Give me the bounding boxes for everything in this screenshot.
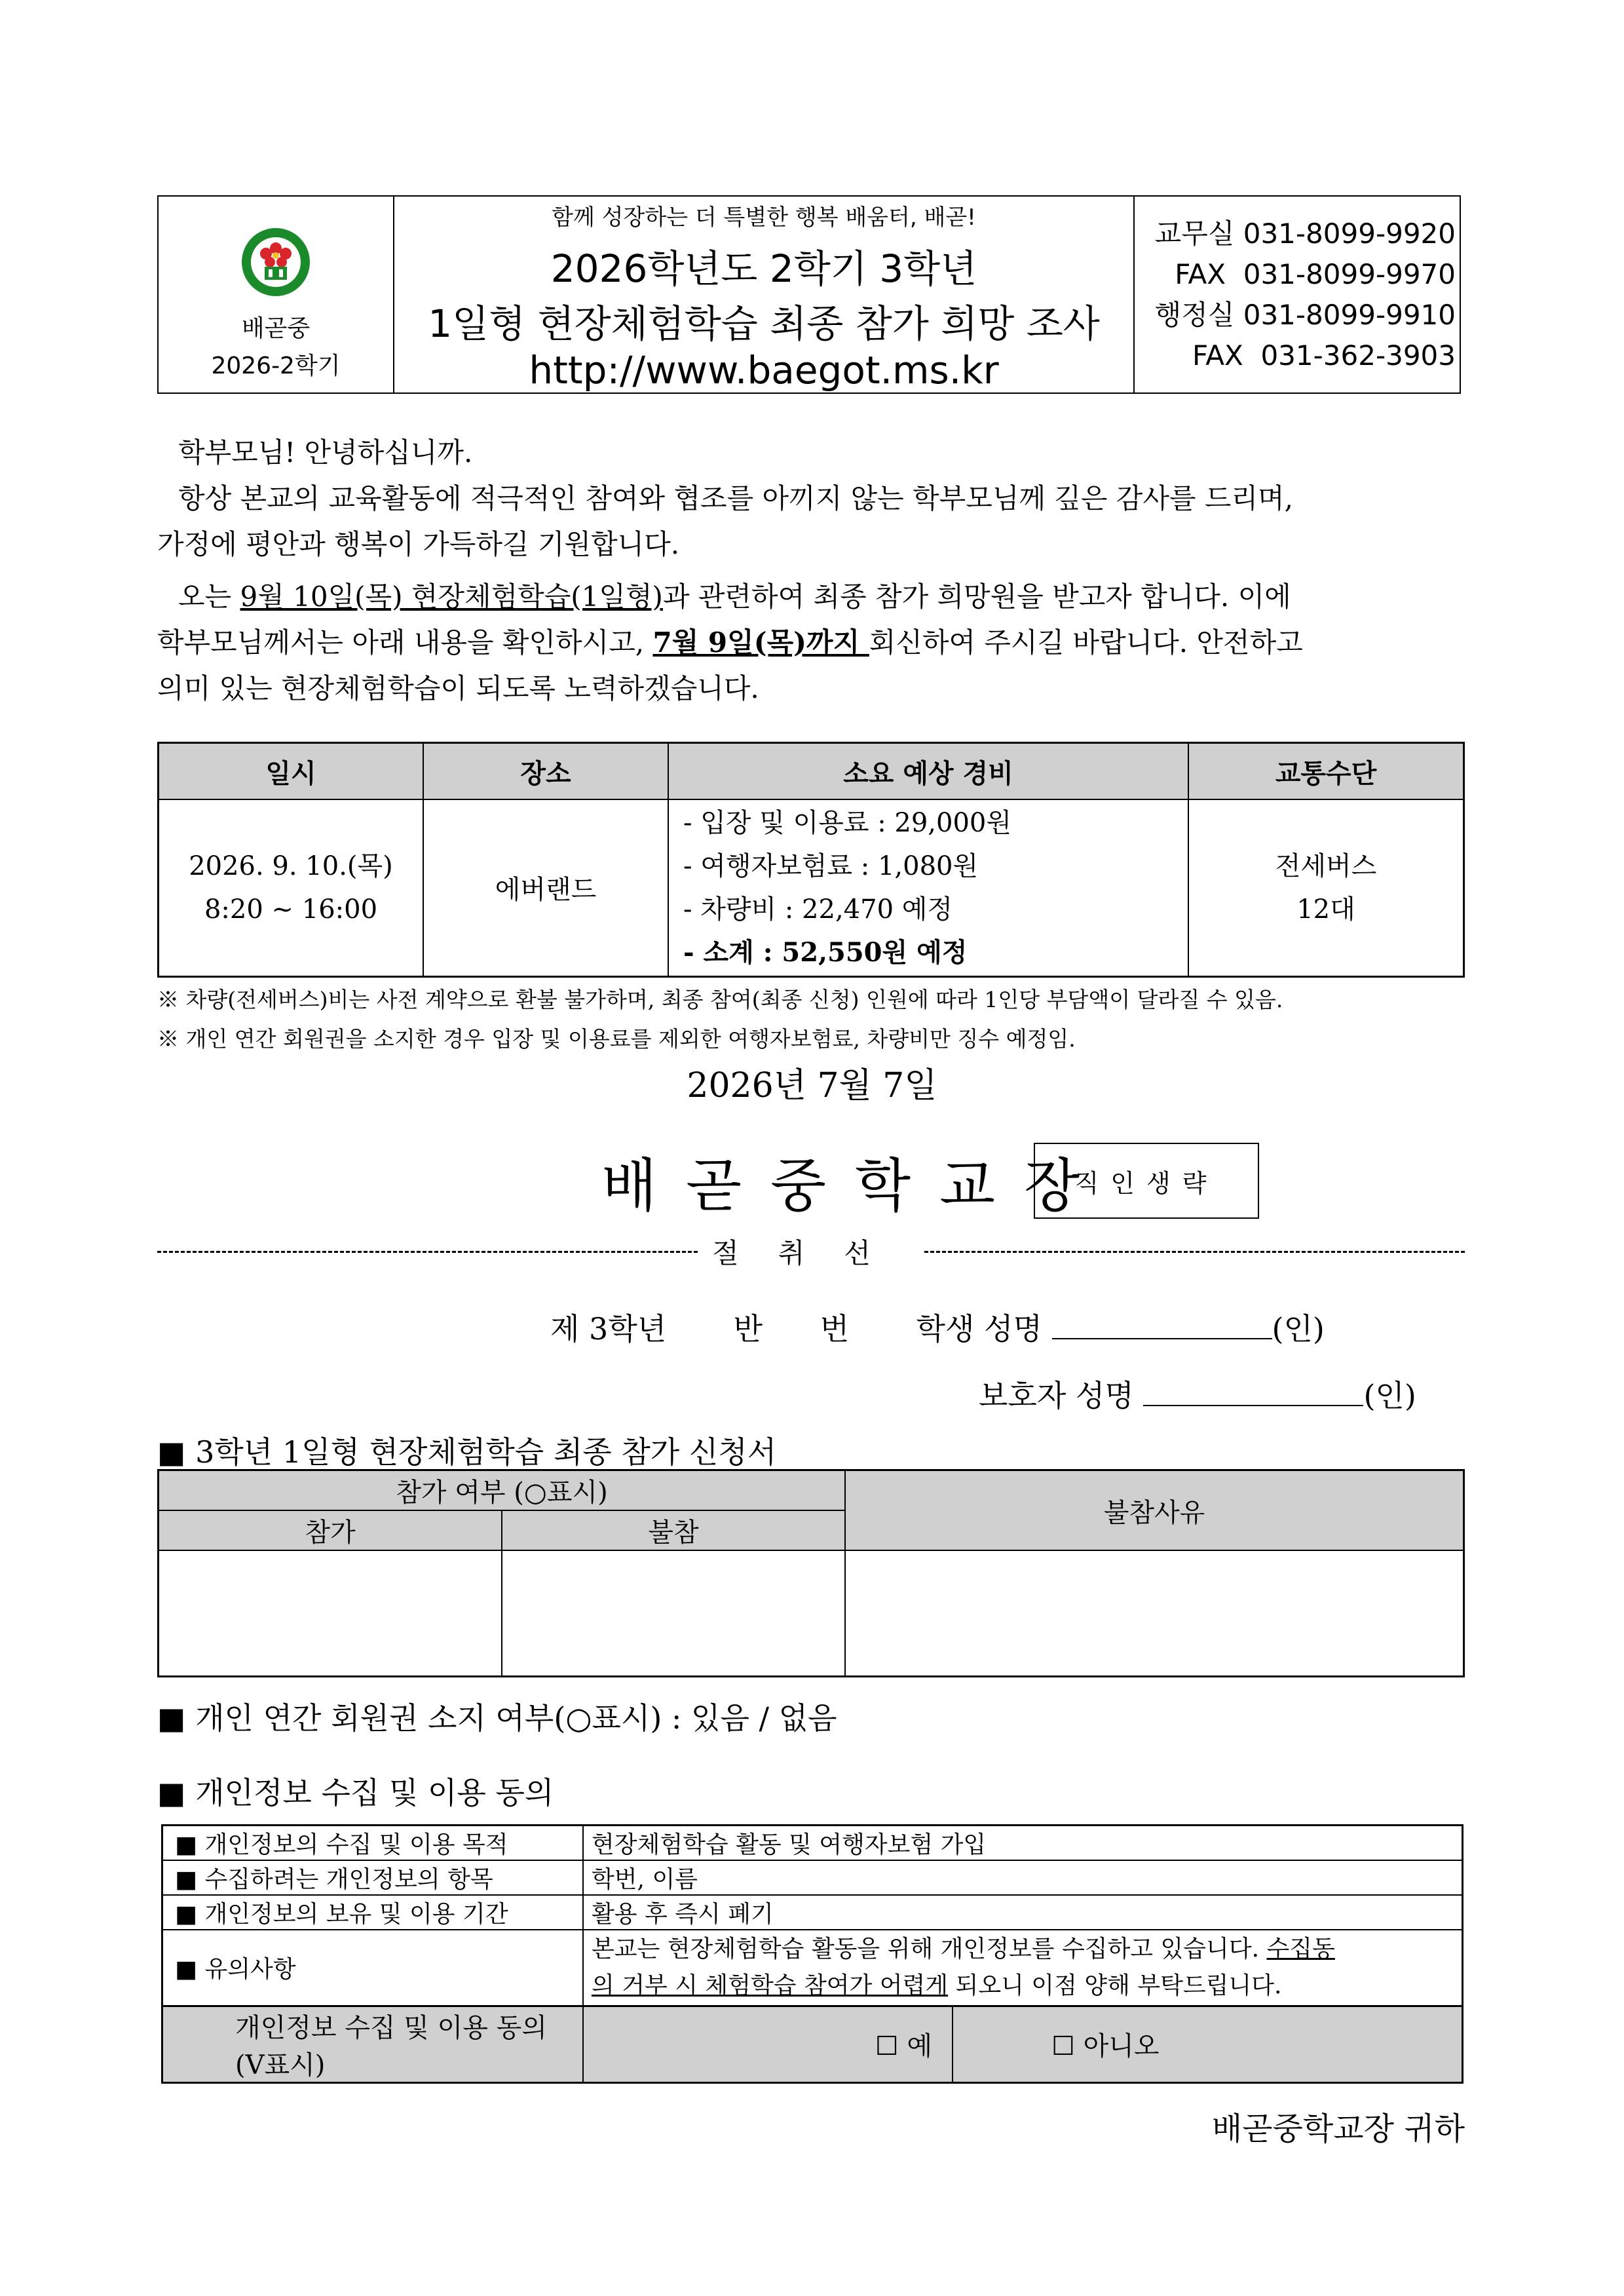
text: 수집동 [1266, 1935, 1335, 1962]
contact-line: FAX 031-8099-9970 [1175, 258, 1456, 290]
attend-mark-cell[interactable] [159, 1550, 502, 1676]
transport-cell [1188, 799, 1464, 976]
consent-label: 개인정보 수집 및 이용 동의 (V표시) [162, 2006, 584, 2082]
seal-mark: (인) [1363, 1378, 1416, 1413]
text: 학부모님께서는 아래 내용을 확인하시고, [157, 626, 653, 659]
reply-deadline: 7월 9일(목)까지 [652, 626, 869, 659]
dashed-line [924, 1251, 1465, 1253]
grade-label: 제 3학년 [550, 1311, 667, 1347]
cost-item: - 여행자보험료 : 1,080원 [683, 851, 979, 881]
footnote: ※ 차량(전세버스)비는 사전 계약으로 환불 불가하며, 최종 참여(최종 신청) 인원에 따라 1인당 부담액이 달라질 수 있음. [157, 987, 1283, 1012]
text: 과 관련하여 최종 참가 희망원을 받고자 합니다. 이에 [662, 581, 1291, 613]
trip-info-table [157, 742, 1465, 978]
contact-line: 교무실 031-8099-9920 [1154, 217, 1456, 250]
col-header: 소요 예상 경비 [668, 743, 1188, 800]
reason-input-cell[interactable] [845, 1550, 1464, 1676]
title-line-1: 2026학년도 2학기 3학년 [550, 246, 977, 291]
seal-mark: (인) [1272, 1311, 1325, 1347]
membership-question: ■ 개인 연간 회원권 소지 여부(○표시) : 있음 / 없음 [157, 1700, 837, 1736]
text: 회신하여 주시길 바랍니다. 안전하고 [869, 626, 1303, 659]
paragraph-line [157, 620, 1461, 666]
place-cell: 에버랜드 [423, 799, 668, 976]
reason-header: 불참사유 [845, 1470, 1464, 1551]
student-name-field[interactable] [1052, 1314, 1272, 1339]
privacy-value: 학번, 이름 [583, 1860, 1463, 1895]
header-table [157, 195, 1461, 394]
paragraph-line [157, 574, 1461, 620]
transport-count: 12대 [1296, 894, 1355, 925]
trip-date: 2026. 9. 10.(목) [189, 851, 393, 881]
privacy-value: 활용 후 즉시 폐기 [583, 1895, 1463, 1930]
title-cell [394, 196, 1134, 393]
seal-omitted-box: 직인생략 [1034, 1143, 1259, 1219]
guardian-name-field[interactable] [1143, 1381, 1363, 1406]
paragraph-line: 항상 본교의 교육활동에 적극적인 참여와 협조를 아끼지 않는 학부모님께 깊은 감사를 드리며, [178, 482, 1293, 514]
contact-cell [1134, 196, 1460, 393]
student-name-label: 학생 성명 [916, 1311, 1042, 1347]
footnote: ※ 개인 연간 회원권을 소지한 경우 입장 및 이용료를 제외한 여행자보험료, 차량비만 징수 예정임. [157, 1026, 1076, 1052]
paragraph-line: 의미 있는 현장체험학습이 되도록 노력하겠습니다. [157, 672, 759, 704]
class-label: 반 [733, 1311, 763, 1347]
issue-date: 2026년 7월 7일 [687, 1066, 937, 1105]
term-label: 2026-2학기 [211, 352, 341, 379]
school-name: 배곧중 [241, 315, 311, 342]
dashed-line [157, 1251, 698, 1253]
title-line-2: 1일형 현장체험학습 최종 참가 희망 조사 [428, 301, 1100, 346]
contact-line: 행정실 031-8099-9910 [1154, 298, 1456, 331]
col-header: 교통수단 [1188, 743, 1464, 800]
attend-header: 참가 [159, 1510, 502, 1550]
datetime-cell [159, 799, 424, 976]
cost-subtotal: - 소계 : 52,550원 예정 [683, 936, 968, 968]
text: 본교는 현장체험학습 활동을 위해 개인정보를 수집하고 있습니다. [592, 1935, 1267, 1962]
guardian-line [979, 1372, 1416, 1415]
guardian-name-label: 보호자 성명 [979, 1378, 1134, 1413]
section-title: ■ 3학년 1일형 현장체험학습 최종 참가 신청서 [157, 1434, 777, 1470]
absent-header: 불참 [502, 1510, 845, 1550]
consent-yes-checkbox[interactable]: ☐ 예 [583, 2006, 953, 2082]
privacy-key: ■ 개인정보의 수집 및 이용 목적 [162, 1826, 584, 1861]
absent-mark-cell[interactable] [502, 1550, 845, 1676]
school-url[interactable]: http://www.baegot.ms.kr [529, 348, 999, 392]
privacy-notice [583, 1930, 1463, 2006]
principal-title: 배곧중학교장 [601, 1152, 1109, 1219]
application-table [157, 1469, 1465, 1677]
col-header: 장소 [423, 743, 668, 800]
cost-cell [668, 799, 1188, 976]
transport-type: 전세버스 [1275, 851, 1377, 881]
privacy-key: ■ 수집하려는 개인정보의 항목 [162, 1860, 584, 1895]
privacy-key: ■ 개인정보의 보유 및 이용 기간 [162, 1895, 584, 1930]
cut-line [157, 1232, 1465, 1271]
number-label: 번 [820, 1311, 850, 1347]
greeting: 학부모님! 안녕하십니까. [178, 436, 473, 469]
paragraph-line: 가정에 평안과 행복이 가득하길 기원합니다. [157, 528, 680, 560]
closing-addressee: 배곧중학교장 귀하 [1211, 2111, 1465, 2147]
slogan: 함께 성장하는 더 특별한 행복 배움터, 배곧! [552, 204, 976, 231]
student-info-line [550, 1305, 1325, 1349]
trip-time: 8:20 ~ 16:00 [204, 894, 378, 925]
cost-item: - 차량비 : 22,470 예정 [683, 894, 953, 925]
cost-item: - 입장 및 이용료 : 29,000원 [683, 807, 1012, 838]
cut-label: 절취선 [712, 1237, 910, 1269]
event-date: 9월 10일(목) 현장체험학습(1일형) [240, 581, 663, 613]
section-title: ■ 개인정보 수집 및 이용 동의 [157, 1775, 554, 1810]
contact-line: FAX 031-362-3903 [1192, 339, 1456, 372]
school-logo [240, 226, 312, 298]
participation-header: 참가 여부 (○표시) [159, 1470, 846, 1511]
school-logo-cell [158, 196, 394, 393]
consent-no-checkbox[interactable]: ☐ 아니오 [953, 2006, 1463, 2082]
privacy-table [161, 1824, 1463, 2084]
privacy-value: 현장체험학습 활동 및 여행자보험 가입 [583, 1826, 1463, 1861]
privacy-key: ■ 유의사항 [162, 1930, 584, 2006]
text: 되오니 이점 양해 부탁드립니다. [948, 1972, 1282, 1999]
col-header: 일시 [159, 743, 424, 800]
text: 오는 [178, 581, 240, 613]
text: 의 거부 시 체험학습 참여가 어렵게 [592, 1972, 949, 1999]
